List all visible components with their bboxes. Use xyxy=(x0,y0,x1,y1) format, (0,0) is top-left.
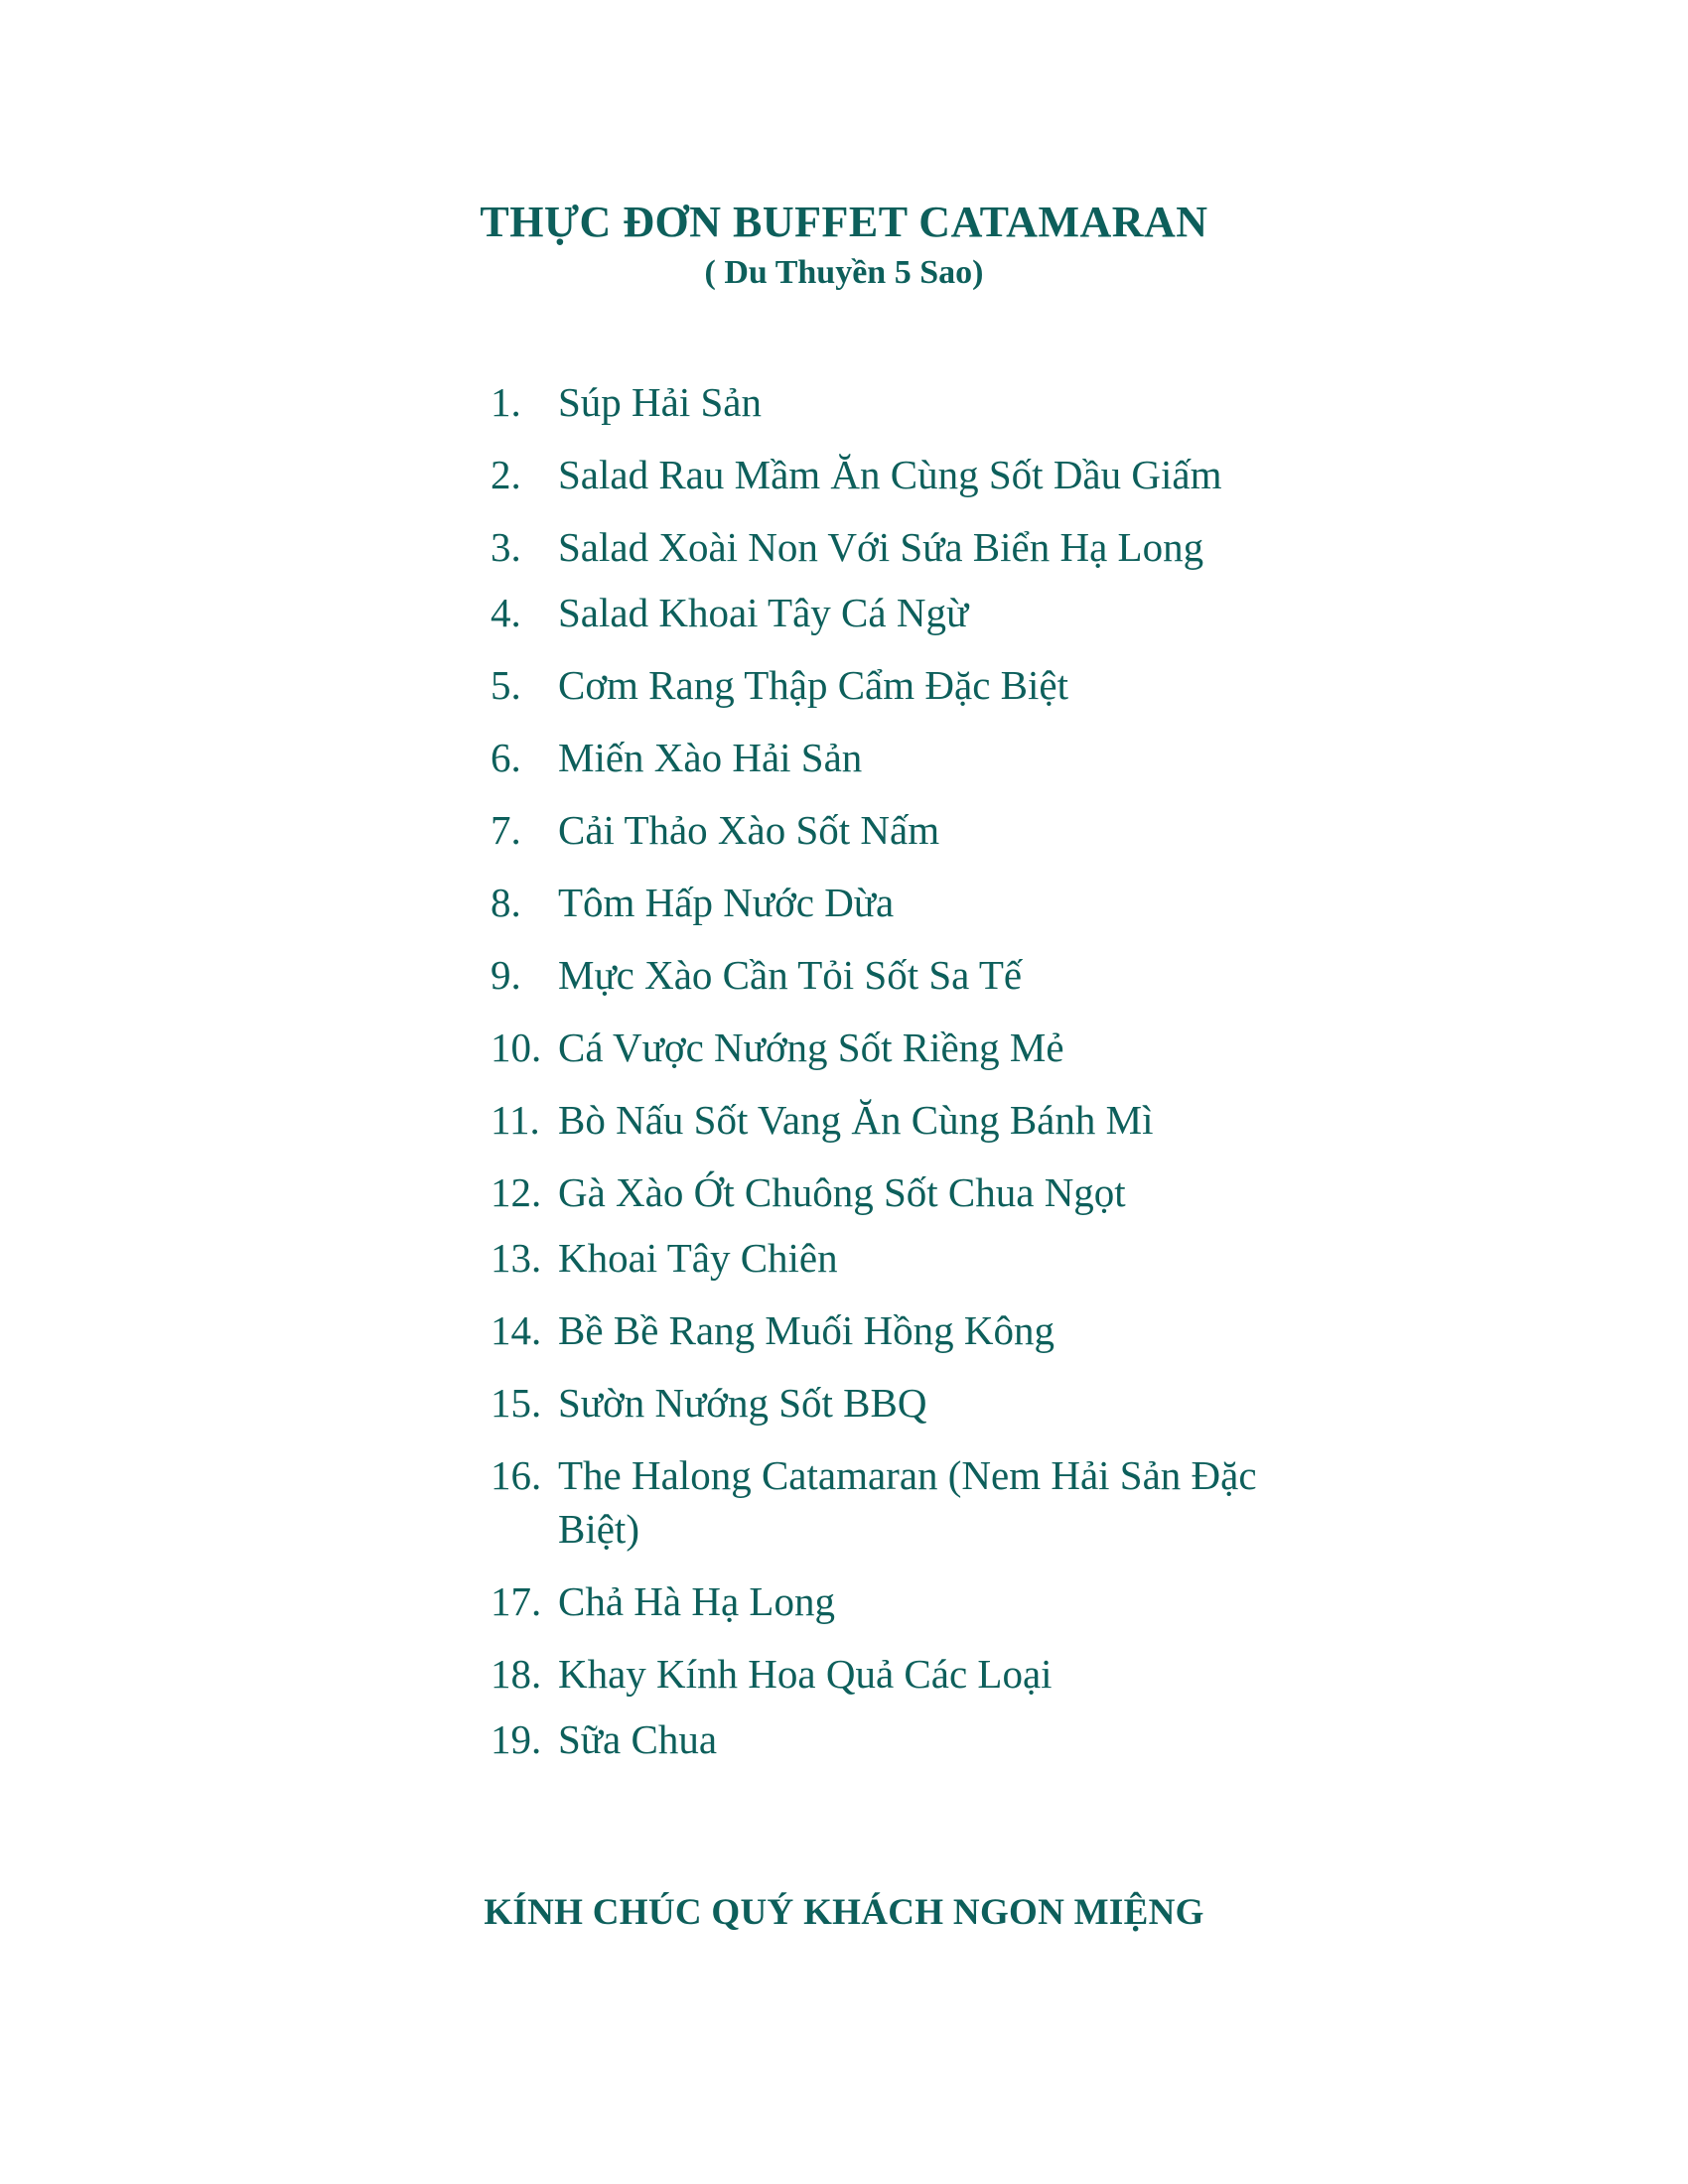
dish-name: Sườn Nướng Sốt BBQ xyxy=(558,1380,927,1426)
dish-item xyxy=(491,1574,1305,1628)
dish-number: 11. xyxy=(491,1097,540,1143)
dish-number: 19. xyxy=(491,1716,542,1762)
dish-name: Khoai Tây Chiên xyxy=(558,1235,838,1281)
dish-number: 5. xyxy=(491,662,521,708)
dish-item xyxy=(491,658,1305,712)
dish-number: 9. xyxy=(491,952,521,998)
dish-list xyxy=(491,375,1305,1785)
dish-number: 18. xyxy=(491,1651,542,1697)
dish-name: Súp Hải Sản xyxy=(558,379,762,425)
dish-name: Salad Xoài Non Với Sứa Biển Hạ Long xyxy=(558,524,1204,570)
dish-number: 4. xyxy=(491,590,521,635)
dish-item xyxy=(491,948,1305,1002)
dish-name: Tôm Hấp Nước Dừa xyxy=(558,880,895,925)
dish-item xyxy=(491,1647,1305,1701)
dish-item xyxy=(491,448,1305,501)
dish-item xyxy=(491,731,1305,784)
dish-number: 12. xyxy=(491,1169,542,1215)
closing-greeting: KÍNH CHÚC QUÝ KHÁCH NGON MIỆNG xyxy=(484,1892,1204,1933)
dish-name: Gà Xào Ớt Chuông Sốt Chua Ngọt xyxy=(558,1169,1126,1215)
dish-item xyxy=(491,876,1305,929)
dish-item xyxy=(491,1712,1305,1766)
dish-item xyxy=(491,586,1305,639)
dish-number: 8. xyxy=(491,880,521,925)
dish-name: Cải Thảo Xào Sốt Nấm xyxy=(558,807,940,853)
dish-number: 14. xyxy=(491,1307,542,1353)
dish-number: 15. xyxy=(491,1380,542,1426)
dish-number: 10. xyxy=(491,1024,542,1070)
dish-name: Chả Hà Hạ Long xyxy=(558,1578,835,1624)
dish-name: Sữa Chua xyxy=(558,1716,718,1762)
dish-item xyxy=(491,1165,1305,1219)
menu-title: THỰC ĐƠN BUFFET CATAMARAN xyxy=(480,198,1208,246)
dish-item xyxy=(491,803,1305,857)
dish-name: Salad Rau Mầm Ăn Cùng Sốt Dầu Giấm xyxy=(558,452,1222,497)
dish-item xyxy=(491,375,1305,429)
dish-item xyxy=(491,1376,1305,1430)
dish-item xyxy=(491,1303,1305,1357)
dish-item xyxy=(491,520,1305,574)
dish-name: Miến Xào Hải Sản xyxy=(558,735,863,780)
menu-subtitle: ( Du Thuyền 5 Sao) xyxy=(704,254,984,291)
dish-number: 2. xyxy=(491,452,521,497)
dish-number: 1. xyxy=(491,379,521,425)
dish-name: Bề Bề Rang Muối Hồng Kông xyxy=(558,1307,1055,1353)
dish-number: 13. xyxy=(491,1235,542,1281)
dish-number: 3. xyxy=(491,524,521,570)
dish-name: Bò Nấu Sốt Vang Ăn Cùng Bánh Mì xyxy=(558,1097,1154,1143)
dish-name: Khay Kính Hoa Quả Các Loại xyxy=(558,1651,1053,1697)
dish-item xyxy=(491,1231,1305,1285)
dish-name: Cơm Rang Thập Cẩm Đặc Biệt xyxy=(558,662,1068,708)
dish-name: Salad Khoai Tây Cá Ngừ xyxy=(558,590,969,635)
dish-name: Mực Xào Cần Tỏi Sốt Sa Tế xyxy=(558,952,1023,998)
dish-number: 17. xyxy=(491,1578,542,1624)
dish-number: 7. xyxy=(491,807,521,853)
dish-item xyxy=(491,1021,1305,1074)
dish-number: 16. xyxy=(491,1452,542,1498)
dish-item xyxy=(491,1093,1305,1147)
dish-name: Cá Vược Nướng Sốt Riềng Mẻ xyxy=(558,1024,1064,1070)
dish-number: 6. xyxy=(491,735,521,780)
dish-item xyxy=(491,1448,1305,1556)
dish-name: The Halong Catamaran (Nem Hải Sản Đặc Biệt) xyxy=(558,1452,1257,1552)
